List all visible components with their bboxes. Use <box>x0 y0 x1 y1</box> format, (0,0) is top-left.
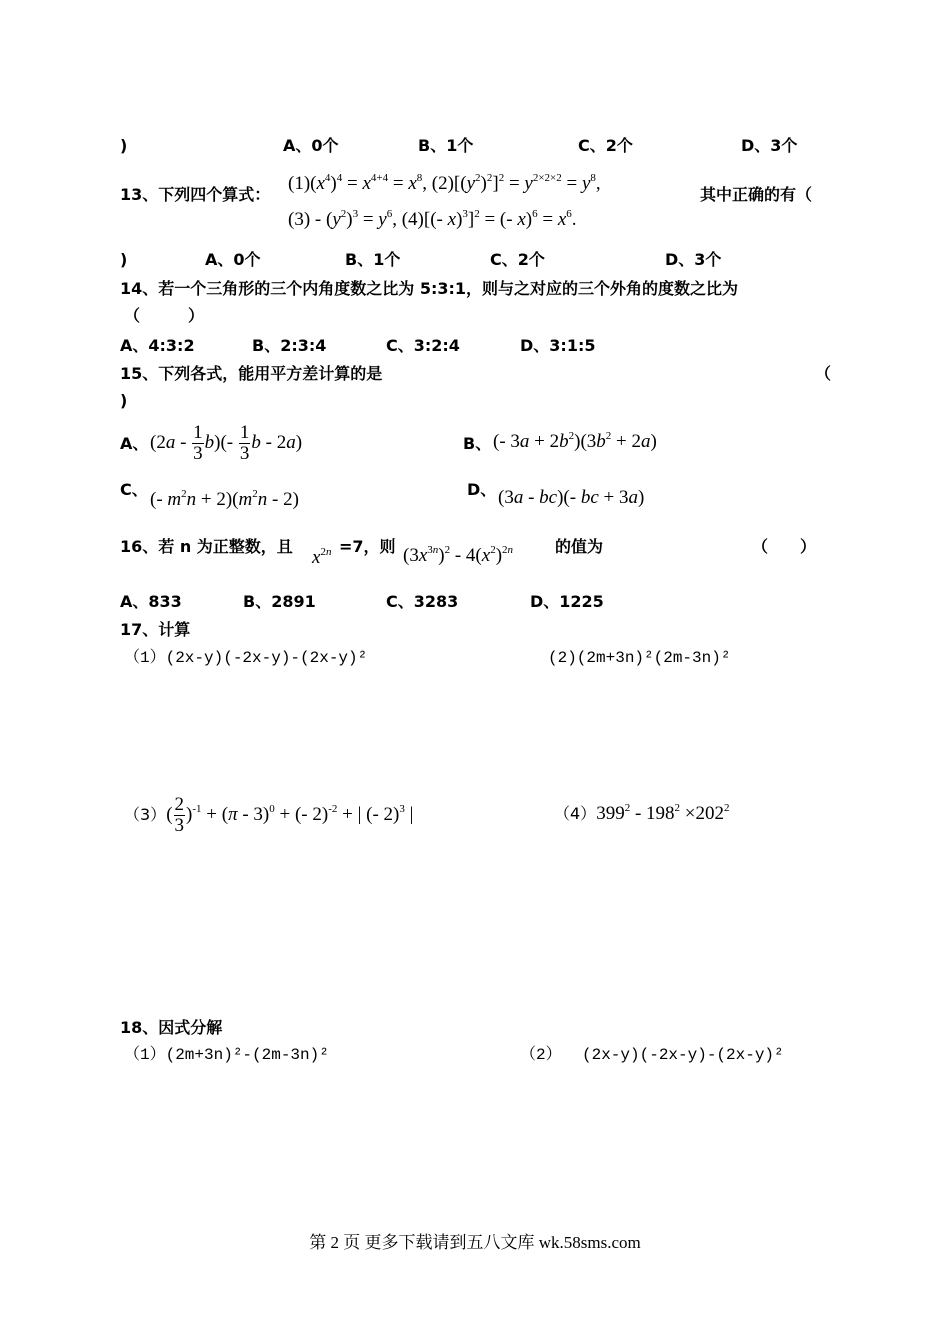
q15-option-c-label: C、 <box>120 480 148 499</box>
q15-option-a: (2a - $\frac{1}{3}$ b)(- $\frac{1}{3}$ b - 2a) <box>150 422 303 465</box>
q15-option-c: (- $m^2n + 2)(m^2n - 2)$ <box>150 488 299 510</box>
q13-tail: 其中正确的有（ <box>700 185 813 204</box>
q13-option-a: A、0个 <box>205 250 261 269</box>
q15-text: 15、下列各式，能用平方差计算的是 <box>120 364 383 383</box>
q12-option-c: C、2个 <box>578 136 633 155</box>
q15-option-b: (- $3a + 2b^2)(3b^2 + 2a)$ <box>493 430 657 452</box>
q13-option-b: B、1个 <box>345 250 401 269</box>
q15-option-d-label: D、 <box>467 480 497 499</box>
q12-option-d: D、3个 <box>741 136 798 155</box>
q14-option-b: B、2:3:4 <box>252 336 327 355</box>
q17-item-1: （1）(2x-y)(-2x-y)-(2x-y)² <box>124 649 368 667</box>
q16-expr: $(3x^{3n})^2 - 4(x^2)^{2n}$ <box>403 544 514 566</box>
q13-option-c: C、2个 <box>490 250 545 269</box>
q18-item-1: （1）(2m+3n)²-(2m-3n)² <box>124 1046 329 1064</box>
q12-option-b: B、1个 <box>418 136 474 155</box>
q14-option-c: C、3:2:4 <box>386 336 460 355</box>
q18-item-2: (2x-y)(-2x-y)-(2x-y)² <box>582 1046 784 1064</box>
page-footer: 第 2 页 更多下载请到五八文库 wk.58sms.com <box>309 1233 641 1252</box>
q13-formula-line2: $(3) - (y^2)^3 = y^6$, (4)[(- x)$^3$]$^2$ = (- $x)^6 = x^6$. <box>288 208 577 230</box>
q14-option-d: D、3:1:5 <box>520 336 596 355</box>
q17-item-3: （3）( $\frac{2}{3}$ )$^{-1}$ + (π - 3)$^0$ + (- 2)$^{-2}$ + | (- 2)$^3$ | <box>124 794 414 837</box>
q16-option-d: D、1225 <box>530 592 604 611</box>
q14-text: 14、若一个三角形的三个内角度数之比为 5:3:1，则与之对应的三个外角的度数之比为 <box>120 279 739 298</box>
q13-option-d: D、3个 <box>665 250 722 269</box>
q16-paren: （ ） <box>752 537 817 556</box>
q17-item-2: (2)(2m+3n)²(2m-3n)² <box>548 649 731 667</box>
q14-option-a: A、4:3:2 <box>120 336 195 355</box>
q15-option-a-label: A、 <box>120 434 149 453</box>
q15-option-d: (3a - bc)(- bc + 3a) <box>498 487 645 508</box>
q16-given: $x^{2n}$ <box>312 546 332 568</box>
q12-option-a: A、0个 <box>283 136 339 155</box>
q16-text-b: =7，则 <box>339 537 396 556</box>
q16-option-a: A、833 <box>120 592 182 611</box>
q16-option-b: B、2891 <box>243 592 316 611</box>
q15-paren-open: （ <box>815 364 832 383</box>
q15-paren-close: ) <box>120 391 128 410</box>
q17-item-4: $(4)399^2 - 198^2 \times 202^2$ <box>554 802 730 824</box>
q16-text-c: 的值为 <box>555 537 604 556</box>
q13-paren-close: ) <box>120 250 128 269</box>
q16-text-a: 16、若 n 为正整数，且 <box>120 537 293 556</box>
q15-option-b-label: B、 <box>463 434 492 453</box>
q18-title: 18、因式分解 <box>120 1018 223 1037</box>
q13-label: 13、下列四个算式： <box>120 185 271 204</box>
q18-item-2-label: （2） <box>520 1046 562 1064</box>
q16-option-c: C、3283 <box>386 592 459 611</box>
q13-formula-line1: $(1)(x^4)^4 = x^{4+4} = x^8$, $(2)[(y^2)^2]^2 = y^{2\times 2\times 2} = y^8$, <box>288 172 601 194</box>
q12-paren-close: ) <box>120 136 128 155</box>
q17-title: 17、计算 <box>120 620 191 639</box>
q14-paren: （ ） <box>124 306 205 325</box>
